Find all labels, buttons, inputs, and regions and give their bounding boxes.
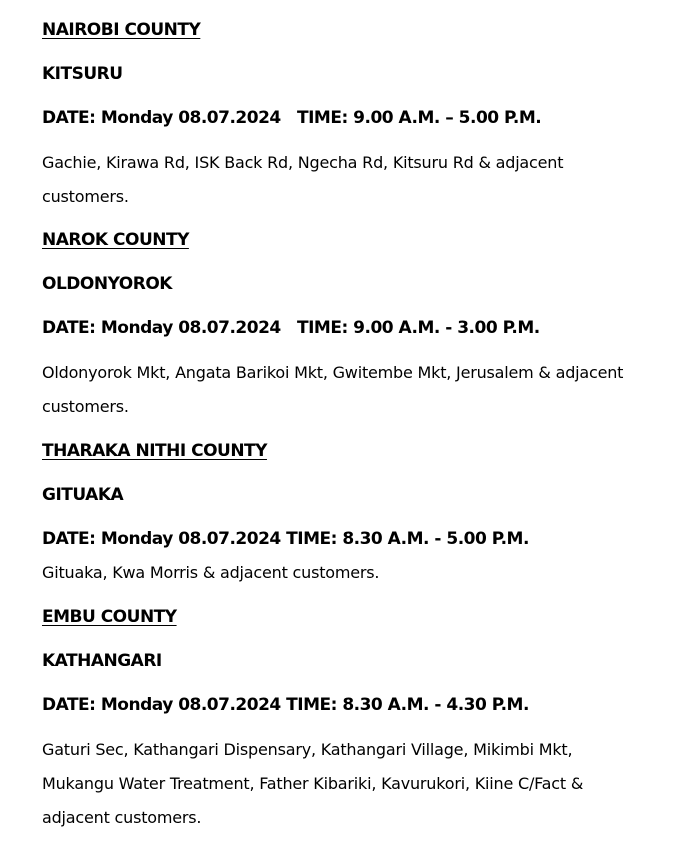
county-heading: THARAKA NITHI COUNTY [42, 441, 267, 461]
county-heading: EMBU COUNTY [42, 607, 177, 627]
date-time-line: DATE: Monday 08.07.2024 TIME: 8.30 A.M. - 5.00 P.M. [42, 529, 529, 549]
area-name: KATHANGARI [42, 651, 162, 671]
affected-locations: Oldonyorok Mkt, Angata Barikoi Mkt, Gwitembe Mkt, Jerusalem & adjacent customers. [42, 363, 624, 416]
county-heading: NAROK COUNTY [42, 230, 189, 250]
county-heading: NAIROBI COUNTY [42, 20, 201, 40]
area-name: GITUAKA [42, 485, 124, 505]
affected-locations: Gachie, Kirawa Rd, ISK Back Rd, Ngecha Rd, Kitsuru Rd & adjacent customers. [42, 153, 564, 206]
date-time-line: DATE: Monday 08.07.2024 TIME: 8.30 A.M. - 4.30 P.M. [42, 695, 529, 715]
area-name: KITSURU [42, 64, 123, 84]
area-name: OLDONYOROK [42, 274, 172, 294]
affected-locations: Gituaka, Kwa Morris & adjacent customers. [42, 563, 380, 582]
date-time-line: DATE: Monday 08.07.2024 TIME: 9.00 A.M. – 5.00 P.M. [42, 108, 542, 128]
affected-locations: Gaturi Sec, Kathangari Dispensary, Kathangari Village, Mikimbi Mkt, Mukangu Water Treatment, Father Kibariki, Kavurukori, Kiine C/Fact & adjacent customers. [42, 740, 584, 827]
date-time-line: DATE: Monday 08.07.2024 TIME: 9.00 A.M. - 3.00 P.M. [42, 318, 540, 338]
